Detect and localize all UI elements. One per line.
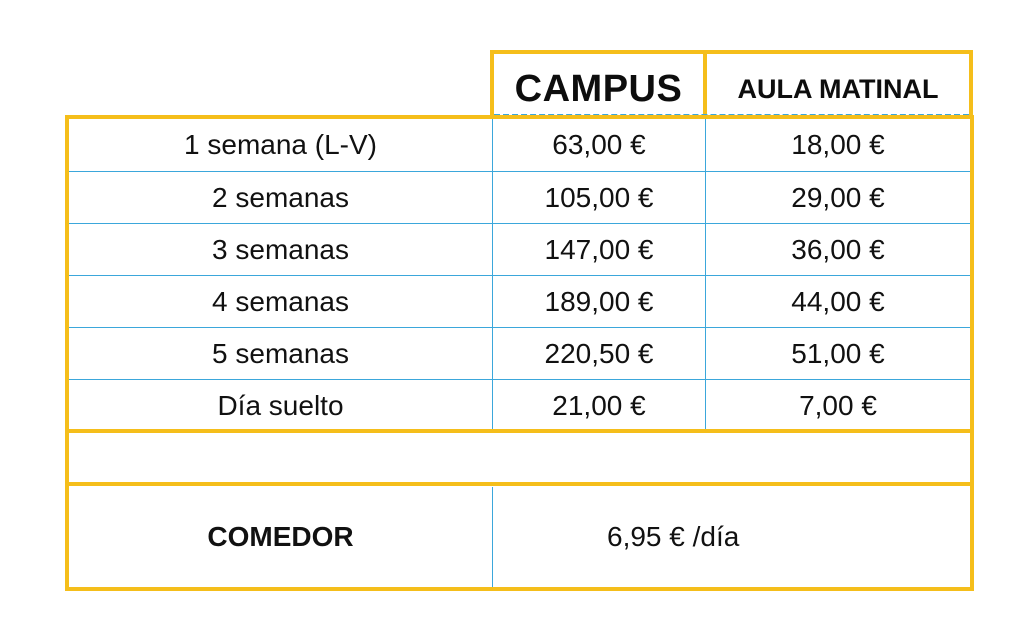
campus-header-label: CAMPUS <box>514 67 683 110</box>
row-label: 4 semanas <box>212 286 349 317</box>
aula-matinal-header-label: AULA MATINAL <box>737 73 939 104</box>
row-label: 2 semanas <box>212 182 349 213</box>
campus-header <box>490 50 707 118</box>
table-row <box>69 276 970 328</box>
aula-price: 44,00 € <box>705 276 970 328</box>
empty-row <box>69 433 970 483</box>
table-row <box>69 224 970 276</box>
campus-price: 63,00 € <box>492 119 705 171</box>
section-divider <box>65 482 974 486</box>
campus-price: 220,50 € <box>492 328 705 380</box>
campus-price: 21,00 € <box>492 380 705 432</box>
aula-price: 51,00 € <box>705 328 970 380</box>
row-label: Día suelto <box>217 390 344 421</box>
aula-price: 18,00 € <box>705 119 970 171</box>
table-row <box>69 328 970 380</box>
comedor-label: COMEDOR <box>207 521 354 552</box>
row-label: 1 semana (L-V) <box>184 129 377 160</box>
aula-matinal-header <box>703 50 973 118</box>
comedor-price: 6,95 € /día <box>492 487 970 587</box>
campus-price: 189,00 € <box>492 276 705 328</box>
table-row <box>69 119 970 171</box>
table-row <box>69 380 970 432</box>
campus-price: 105,00 € <box>492 172 705 224</box>
aula-price: 36,00 € <box>705 224 970 276</box>
campus-price: 147,00 € <box>492 224 705 276</box>
comedor-row <box>69 487 970 587</box>
aula-price: 29,00 € <box>705 172 970 224</box>
table-row <box>69 172 970 224</box>
aula-price: 7,00 € <box>705 380 970 432</box>
row-label: 5 semanas <box>212 338 349 369</box>
row-label: 3 semanas <box>212 234 349 265</box>
